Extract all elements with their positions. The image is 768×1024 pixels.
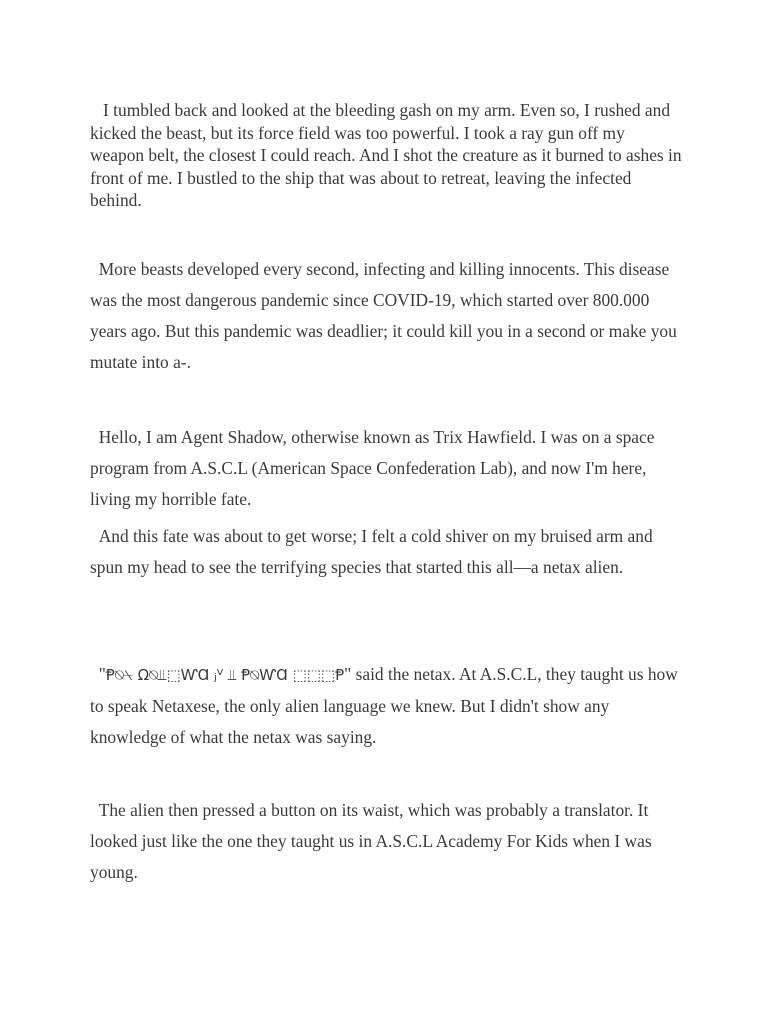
paragraph-4: And this fate was about to get worse; I felt a cold shiver on my bruised arm and spun my head to see the terrifying species that started this all—a netax alien. xyxy=(90,526,653,577)
paragraph-5 xyxy=(90,659,682,753)
alien-speech: Ᵽ⍉⍀ Ω⍉⫫⬚ⱲⱭ ⱼⱽ ⫫ Ᵽ⍉ⱲⱭ ⬚⬚⬚Ᵽ xyxy=(105,666,345,684)
paragraph-6: The alien then pressed a button on its waist, which was probably a translator. It looked just like the one they taught us in A.S.C.L Academy For Kids when I was young. xyxy=(90,800,652,882)
paragraph-1: I tumbled back and looked at the bleeding gash on my arm. Even so, I rushed and kicked the beast, but its force field was too powerful. I took a ray gun off my weapon belt, the closest I could reach. And I shot the creature as it burned to ashes in front of me. I bustled to the ship that was about to retreat, leaving the infected behind. xyxy=(90,100,682,211)
quote-open: " xyxy=(90,664,106,684)
paragraph-3: Hello, I am Agent Shadow, otherwise known as Trix Hawfield. I was on a space program from A.S.C.L (American Space Confederation Lab), and now I'm here, living my horrible fate. xyxy=(90,427,655,509)
paragraph-2: More beasts developed every second, infecting and killing innocents. This disease was the most dangerous pandemic since COVID-19, which started over 800.000 years ago. But this pandemic was deadlier; it could kill you in a second or make you mutate into a-. xyxy=(90,259,677,372)
paragraph-5-text: " said the netax. At A.S.C.L, they taught us how to speak Netaxese, the only alien language we knew. But I didn't show any knowledge of what the netax was saying. xyxy=(90,664,678,747)
